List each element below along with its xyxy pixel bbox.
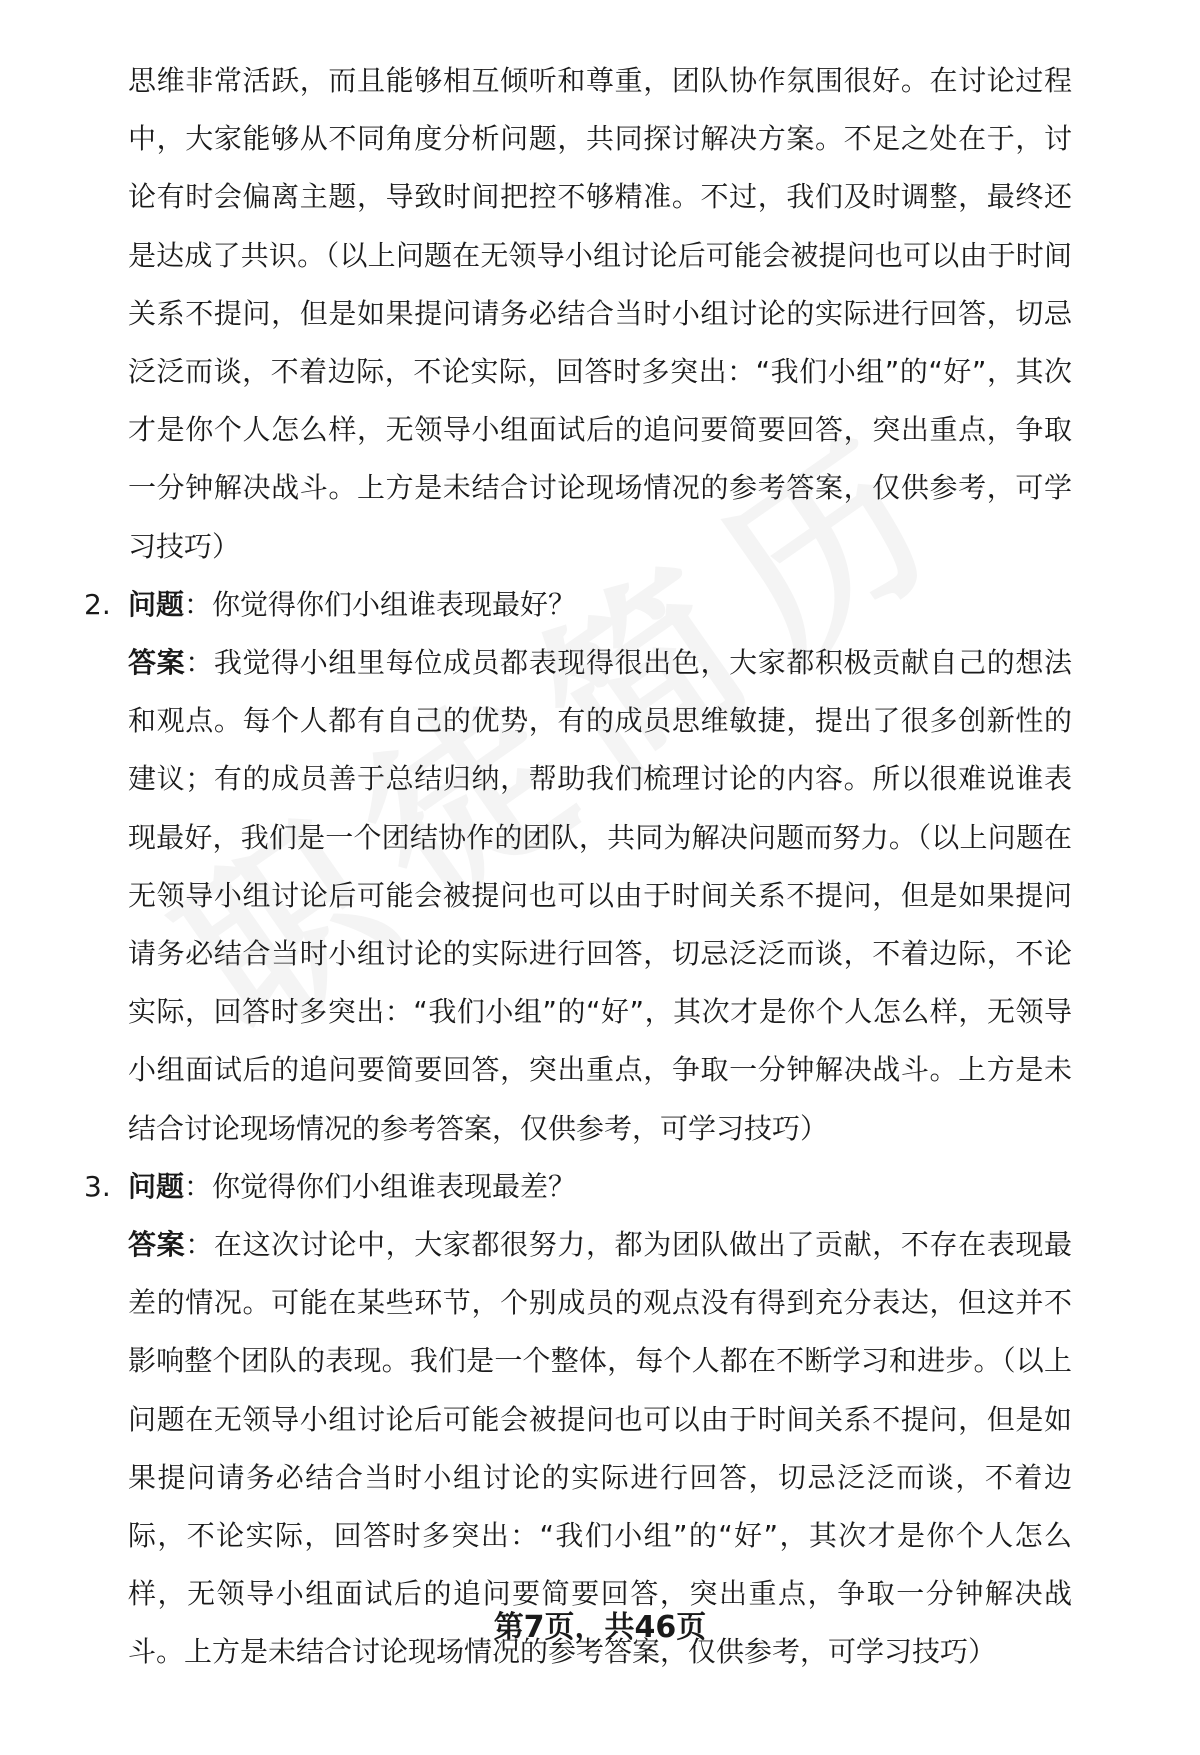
colon: ： — [185, 1228, 214, 1262]
colon: ： — [184, 587, 213, 621]
answer-text: 在这次讨论中，大家都很努力，都为团队做出了贡献，不存在表现最差的情况。可能在某些环节，个别成员的观点没有得到充分表达，但这并不影响整个团队的表现。我们是一个整体，每个人都在不断学习和进步。（以上问题在无领导小组讨论后可能会被提问也可以由于时间关系不提问，但是如果提问请务必结合当时小组讨论的实际进行回答，切忌泛泛而谈，不着边际，不论实际，回答时多突出：“我们小组”的“好”，其次才是你个人怎么样，无领导小组面试后的追问要简要回答，突出重点，争取一分钟解决战斗。上方是未结合讨论现场情况的参考答案，仅供参考，可学习技巧） — [128, 1228, 1072, 1669]
document-body — [0, 52, 1200, 1682]
question-text: 你觉得你们小组谁表现最差？ — [212, 1169, 577, 1203]
question-number: 2. — [84, 587, 111, 621]
continuation-paragraph: 思维非常活跃，而且能够相互倾听和尊重，团队协作氛围很好。在讨论过程中，大家能够从不同角度分析问题，共同探讨解决方案。不足之处在于，讨论有时会偏离主题，导致时间把控不够精准。不过，我们及时调整，最终还是达成了共识。（以上问题在无领导小组讨论后可能会被提问也可以由于时间关系不提问，但是如果提问请务必结合当时小组讨论的实际进行回答，切忌泛泛而谈，不着边际，不论实际，回答时多突出：“我们小组”的“好”，其次才是你个人怎么样，无领导小组面试后的追问要简要回答，突出重点，争取一分钟解决战斗。上方是未结合讨论现场情况的参考答案，仅供参考，可学习技巧） — [128, 64, 1072, 563]
answer-label: 答案 — [128, 646, 186, 680]
answer-text: 我觉得小组里每位成员都表现得很出色，大家都积极贡献自己的想法和观点。每个人都有自己的优势，有的成员思维敏捷，提出了很多创新性的建议；有的成员善于总结归纳，帮助我们梳理讨论的内容。所以很难说谁表现最好，我们是一个团结协作的团队，共同为解决问题而努力。（以上问题在无领导小组讨论后可能会被提问也可以由于时间关系不提问，但是如果提问请务必结合当时小组讨论的实际进行回答，切忌泛泛而谈，不着边际，不论实际，回答时多突出：“我们小组”的“好”，其次才是你个人怎么样，无领导小组面试后的追问要简要回答，突出重点，争取一分钟解决战斗。上方是未结合讨论现场情况的参考答案，仅供参考，可学习技巧） — [128, 646, 1072, 1145]
colon: ： — [185, 646, 214, 680]
question-item-3 — [84, 1158, 1072, 1682]
question-text: 你觉得你们小组谁表现最好？ — [212, 587, 577, 621]
question-label: 问题 — [128, 587, 185, 621]
answer-label: 答案 — [128, 1228, 186, 1262]
answer-line — [128, 634, 1072, 1158]
question-label: 问题 — [128, 1169, 185, 1203]
question-number: 3. — [84, 1169, 111, 1203]
colon: ： — [184, 1169, 213, 1203]
page-footer: 第7页，共46页 — [493, 1610, 707, 1645]
question-line — [128, 1158, 1072, 1216]
question-line — [128, 576, 1072, 634]
question-item-2 — [84, 576, 1072, 1158]
